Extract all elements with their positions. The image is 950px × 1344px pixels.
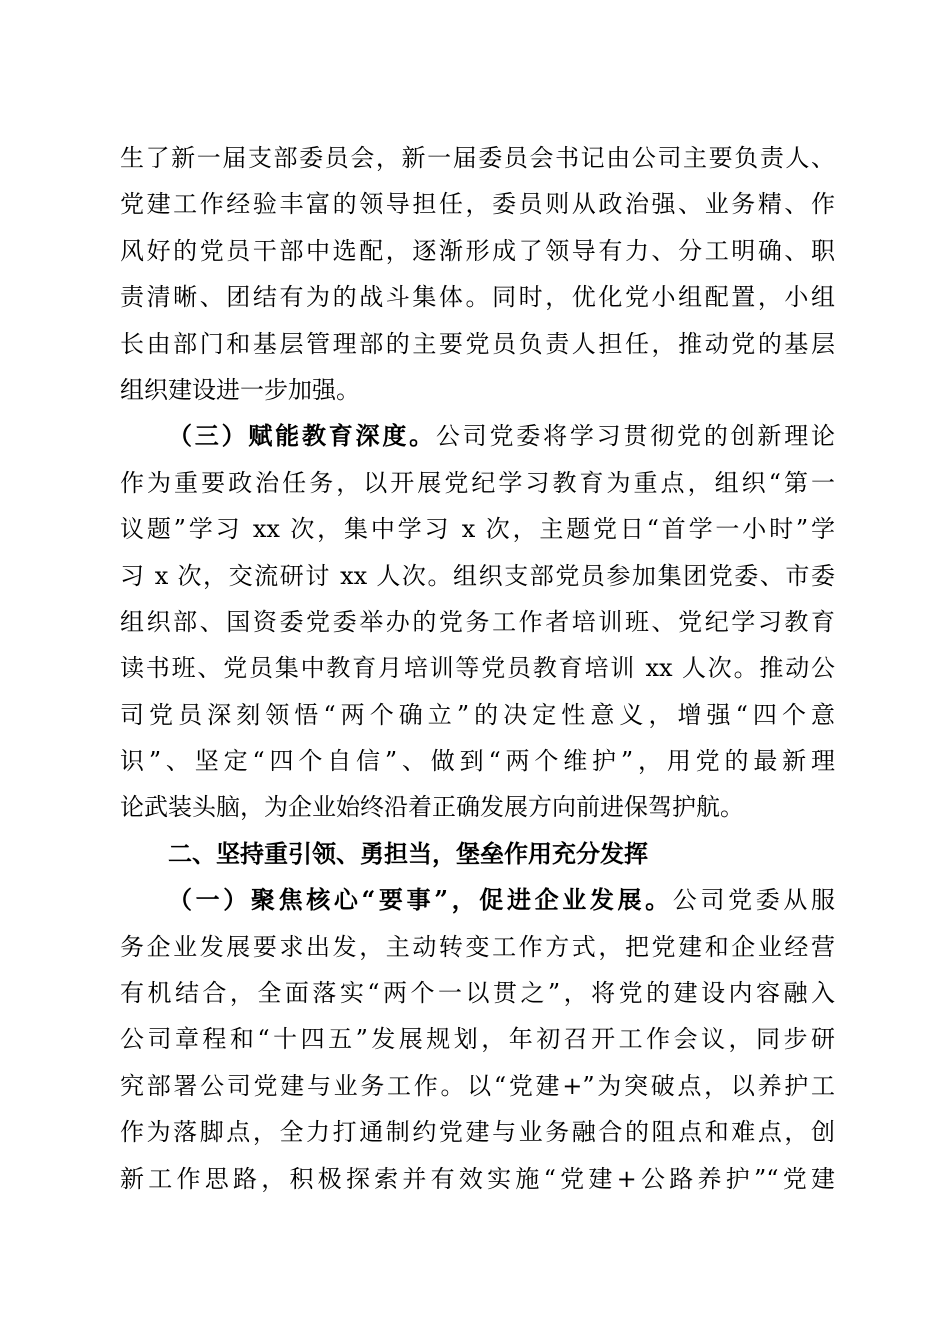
paragraph-line: 作为重要政治任务，以开展党纪学习教育为重点，组织“第一 (120, 468, 835, 497)
paragraph-line: 新工作思路，积极探索并有效实施“党建+公路养护”“党建 (120, 1164, 835, 1193)
section-heading: 二、坚持重引领、勇担当，堡垒作用充分发挥 (168, 839, 648, 868)
paragraph-line: 议题”学习 xx 次，集中学习 x 次，主题党日“首学一小时”学 (120, 515, 835, 544)
paragraph-line: 组织部、国资委党委举办的党务工作者培训班、党纪学习教育 (120, 607, 835, 636)
section-subheading: （三）赋能教育深度。 (168, 421, 436, 451)
paragraph-line: 司党员深刻领悟“两个确立”的决定性意义，增强“四个意 (120, 700, 835, 729)
paragraph-line: 风好的党员干部中选配，逐渐形成了领导有力、分工明确、职 (120, 236, 835, 265)
paragraph-line: 作为落脚点，全力打通制约党建与业务融合的阻点和难点，创 (120, 1118, 835, 1147)
paragraph-line: 党建工作经验丰富的领导担任，委员则从政治强、业务精、作 (120, 190, 835, 219)
paragraph-line: 读书班、党员集中教育月培训等党员教育培训 xx 人次。推动公 (120, 654, 835, 683)
paragraph-line: 生了新一届支部委员会，新一届委员会书记由公司主要负责人、 (120, 144, 835, 172)
paragraph-line: 识”、坚定“四个自信”、做到“两个维护”，用党的最新理 (120, 747, 835, 776)
paragraph-text: 公司党委从服 (672, 886, 835, 915)
paragraph-line: 长由部门和基层管理部的主要党员负责人担任，推动党的基层 (120, 329, 835, 358)
document-body (120, 135, 835, 1202)
paragraph-line: 责清晰、团结有为的战斗集体。同时，优化党小组配置，小组 (120, 283, 835, 312)
paragraph-line: 论武装头脑，为企业始终沿着正确发展方向前进保驾护航。 (120, 793, 744, 822)
paragraph-line: 习 x 次，交流研讨 xx 人次。组织支部党员参加集团党委、市委 (120, 561, 835, 590)
paragraph-text: 公司党委将学习贯彻党的创新理论 (435, 422, 835, 451)
paragraph-line: 公司章程和“十四五”发展规划，年初召开工作会议，同步研 (120, 1025, 835, 1054)
paragraph-first-line (120, 877, 835, 923)
paragraph-line: 有机结合，全面落实“两个一以贯之”，将党的建设内容融入 (120, 979, 835, 1008)
paragraph-line: 究部署公司党建与业务工作。以“党建+”为突破点，以养护工 (120, 1071, 835, 1100)
paragraph-line: 务企业发展要求出发，主动转变工作方式，把党建和企业经营 (120, 932, 835, 961)
paragraph-first-line (120, 413, 835, 459)
section-subheading: （一）聚焦核心“要事”，促进企业发展。 (168, 885, 673, 915)
paragraph-line: 组织建设进一步加强。 (120, 375, 360, 404)
